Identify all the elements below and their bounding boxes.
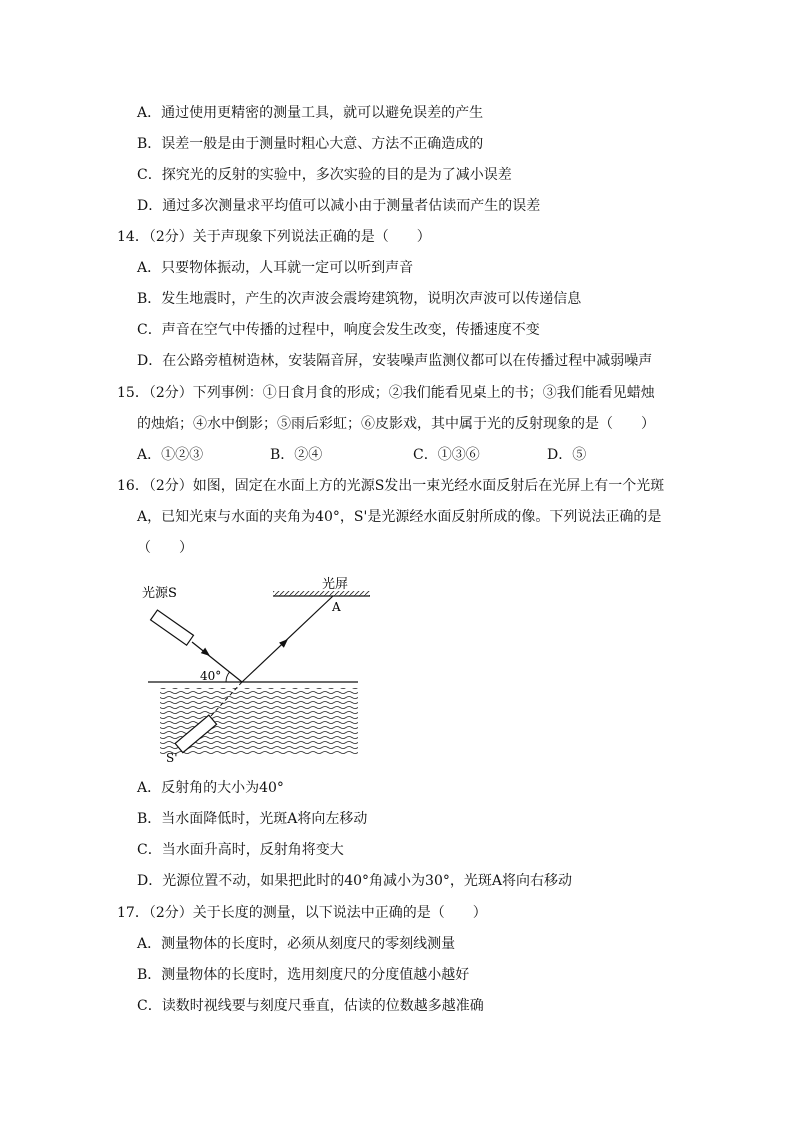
q17-option-b: B．测量物体的长度时，选用刻度尺的分度值越小越好 — [137, 967, 470, 983]
q17-stem: 17．（2分）关于长度的测量，以下说法中正确的是（ ） — [117, 905, 487, 921]
q14-option-c: C．声音在空气中传播的过程中，响度会发生改变，传播速度不变 — [137, 322, 540, 338]
q15-choice-d: D．⑤ — [547, 447, 587, 463]
angle-label: 40° — [200, 669, 222, 683]
q13-option-b: B．误差一般是由于测量时粗心大意、方法不正确造成的 — [137, 136, 484, 152]
q15-stem-line1: 15．（2分）下列事例：①日食月食的形成；②我们能看见桌上的书；③我们能看见蜡烛 — [117, 385, 655, 401]
q13-option-d: D．通过多次测量求平均值可以减小由于测量者估读而产生的误差 — [137, 198, 541, 214]
q13-option-c: C．探究光的反射的实验中，多次实验的目的是为了减小误差 — [137, 167, 512, 183]
image-label: S' — [166, 751, 178, 765]
q14-stem: 14．（2分）关于声现象下列说法正确的是（ ） — [117, 229, 431, 245]
q15-choice-c: C．①③⑥ — [413, 447, 480, 463]
light-source-icon — [151, 610, 194, 645]
q17-option-c: C．读数时视线要与刻度尺垂直，估读的位数越多越准确 — [137, 998, 484, 1014]
angle-arc — [226, 672, 230, 682]
q16-option-b: B．当水面降低时，光斑A将向左移动 — [137, 811, 368, 827]
q14-option-d: D．在公路旁植树造林，安装隔音屏，安装噪声监测仪都可以在传播过程中减弱噪声 — [137, 353, 653, 369]
screen-label: 光屏 — [322, 577, 349, 592]
q16-option-c: C．当水面升高时，反射角将变大 — [137, 842, 344, 858]
q16-stem-line3: （ ） — [137, 540, 193, 556]
q15-stem-line2: 的烛焰；④水中倒影；⑤雨后彩虹；⑥皮影戏，其中属于光的反射现象的是（ ） — [137, 416, 655, 432]
q16-option-d: D．光源位置不动，如果把此时的40°角减小为30°，光斑A将向右移动 — [137, 873, 572, 889]
reflection-diagram — [130, 570, 370, 770]
source-label: 光源S — [142, 586, 177, 601]
q17-option-a: A．测量物体的长度时，必须从刻度尺的零刻线测量 — [137, 936, 456, 952]
q15-choice-b: B．②④ — [270, 447, 323, 463]
spot-label: A — [332, 600, 341, 614]
reflected-ray — [242, 596, 333, 682]
q14-option-b: B．发生地震时，产生的次声波会震垮建筑物，说明次声波可以传递信息 — [137, 291, 582, 307]
q13-option-a: A．通过使用更精密的测量工具，就可以避免误差的产生 — [137, 105, 484, 121]
q16-stem-line2: A，已知光束与水面的夹角为40°，S'是光源经水面反射所成的像。下列说法正确的是 — [137, 509, 662, 525]
q16-stem-line1: 16．（2分）如图，固定在水面上方的光源S发出一束光经水面反射后在光屏上有一个光斑 — [117, 478, 665, 494]
q14-option-a: A．只要物体振动，人耳就一定可以听到声音 — [137, 260, 414, 276]
q16-option-a: A．反射角的大小为40° — [137, 780, 284, 796]
q15-choice-a: A．①②③ — [137, 447, 204, 463]
